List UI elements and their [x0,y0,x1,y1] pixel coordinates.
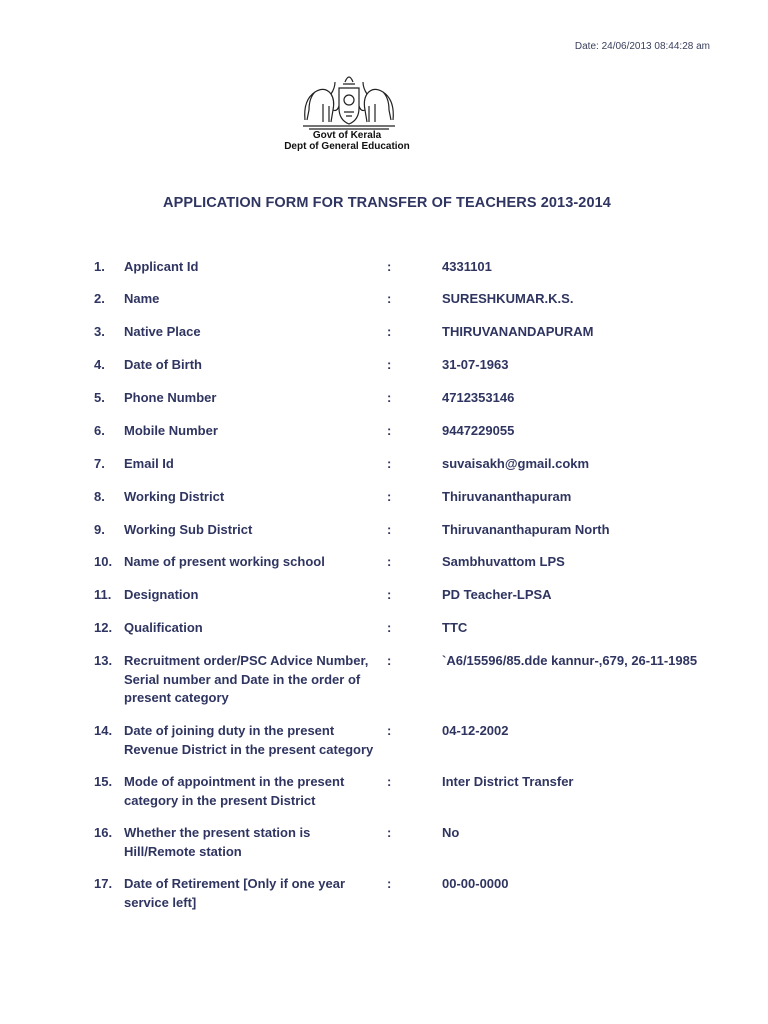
row-number: 6. [94,423,105,438]
row-label: Qualification [124,620,203,635]
row-number: 2. [94,291,105,306]
row-number: 3. [94,324,105,339]
row-separator: : [387,723,392,738]
row-value: TTC [442,620,468,635]
department-name: Dept of General Education [284,141,410,152]
print-date: Date: 24/06/2013 08:44:28 am [574,41,710,52]
row-number: 4. [94,357,105,372]
row-separator: : [387,587,392,602]
row-value: Inter District Transfer [442,774,574,789]
row-label: Native Place [124,324,201,339]
row-separator: : [387,456,392,471]
row-value: PD Teacher-LPSA [442,587,552,602]
row-separator: : [387,259,392,274]
row-value: THIRUVANANDAPURAM [442,324,594,339]
row-label: Working District [124,489,225,504]
row-value: suvaisakh@gmail.cokm [442,456,590,471]
row-label: Date of Retirement [Only if one year service left] [124,876,346,910]
row-value: Sambhuvattom LPS [442,554,565,569]
row-number: 7. [94,456,105,471]
row-label: Working Sub District [124,522,253,537]
row-label: Whether the present station is Hill/Remote station [124,825,311,859]
row-number: 17. [94,876,113,891]
row-number: 13. [94,653,113,668]
row-label: Date of Birth [124,357,202,372]
row-number: 16. [94,825,113,840]
form-title: APPLICATION FORM FOR TRANSFER OF TEACHERS 2013-2014 [163,195,611,211]
row-value: `A6/15596/85.dde kannur-,679, 26-11-1985 [442,653,698,668]
row-number: 8. [94,489,105,504]
row-label: Name of present working school [124,554,325,569]
row-separator: : [387,774,392,789]
row-label: Mobile Number [124,423,218,438]
row-separator: : [387,489,392,504]
row-label: Applicant Id [124,259,199,274]
row-value: SURESHKUMAR.K.S. [442,291,574,306]
row-separator: : [387,825,392,840]
row-value: No [442,825,460,840]
row-value: 4331101 [442,259,492,274]
row-label: Date of joining duty in the present Revenue District in the present category [124,723,374,757]
row-label: Email Id [124,456,174,471]
row-number: 1. [94,259,105,274]
row-label: Recruitment order/PSC Advice Number, Serial number and Date in the order of present category [124,653,369,705]
row-value: 04-12-2002 [442,723,509,738]
row-separator: : [387,357,392,372]
row-number: 9. [94,522,105,537]
govt-name: Govt of Kerala [312,130,382,141]
row-value: Thiruvananthapuram North [442,522,610,537]
row-label: Mode of appointment in the present category in the present District [124,774,345,808]
row-value: 00-00-0000 [442,876,509,891]
row-number: 12. [94,620,113,635]
row-label: Phone Number [124,390,217,405]
row-number: 5. [94,390,105,405]
row-number: 14. [94,723,113,738]
row-number: 11. [94,587,112,602]
row-number: 15. [94,774,113,789]
row-value: Thiruvananthapuram [442,489,572,504]
row-separator: : [387,390,392,405]
row-label: Designation [124,587,199,602]
row-separator: : [387,554,392,569]
row-label: Name [124,291,160,306]
row-separator: : [387,423,392,438]
kerala-emblem-icon [301,70,397,132]
row-separator: : [387,324,392,339]
row-separator: : [387,876,392,891]
row-value: 4712353146 [442,390,515,405]
row-value: 9447229055 [442,423,515,438]
row-separator: : [387,653,392,668]
row-separator: : [387,620,392,635]
row-separator: : [387,291,392,306]
row-value: 31-07-1963 [442,357,509,372]
issuing-authority [0,130,694,152]
row-separator: : [387,522,392,537]
row-number: 10. [94,554,113,569]
